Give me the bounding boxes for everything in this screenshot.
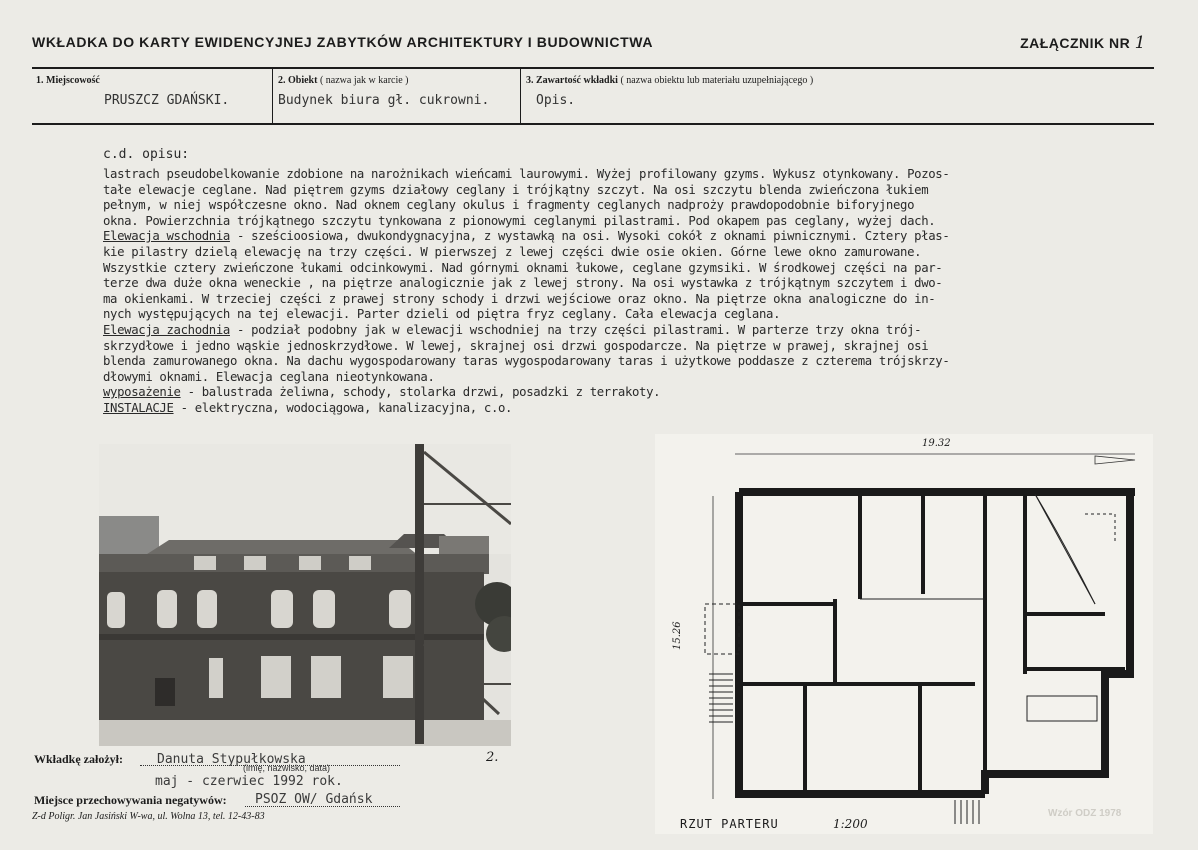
section-heading-east: Elewacja wschodnia (103, 229, 230, 244)
floor-plan-drawing (655, 434, 1153, 834)
object-value: Budynek biura gł. cukrowni. (278, 93, 490, 108)
description-fragment: - balustrada żeliwna, schody, stolarka drzwi, posadzki z terrakoty. (180, 385, 661, 400)
locality-value: PRUSZCZ GDAŃSKI. (104, 93, 230, 108)
object-hint: ( nazwa jak w karcie ) (319, 75, 409, 86)
description-line (103, 229, 1113, 245)
description-line: Wszystkie cztery zwieńczone łukami odcinkowymi. Nad górnymi oknami łukowe, ceglane gzymsiki. W środkowej części na par- (103, 260, 943, 275)
content-label (526, 75, 813, 86)
continuation-heading: c.d. opisu: (103, 147, 190, 162)
description-line (103, 323, 1113, 339)
building-photo-drawing (99, 444, 511, 746)
plan-width-dimension: 19.32 (922, 438, 951, 449)
date-value: maj - czerwiec 1992 rok. (155, 774, 343, 789)
description-fragment: - podział podobny jak w elewacji wschodniej na trzy części pilastrami. W parterze trzy okna trój- (229, 322, 922, 337)
locality-label: 1. Miejscowość (36, 75, 100, 86)
description-line: dłowymi oknami. Elewacja ceglana nieotynkowana. (103, 369, 435, 384)
description-line: skrzydłowe i jedno wąskie jednoskrzydłowe. W lewej, skrajnej osi drzwi gospodarcze. Na piętrze w prawej, skrajnej osi (103, 338, 929, 353)
description-fragment: - sześcioosiowa, dwukondygnacyjna, z wystawką na osi. Wysoki cokół z oknami piwnicznymi. Cztery płas- (229, 229, 950, 244)
building-photo (99, 444, 511, 746)
description-line: terze dwa duże okna weneckie , na piętrze analogicznie jak z lewej strony. Na osi wystawka z trójkątnym szczytem i dwo- (103, 276, 943, 291)
annex-label-text: ZAŁĄCZNIK NR (1020, 35, 1131, 51)
form-stamp: Wzór ODZ 1978 (1048, 808, 1122, 819)
object-label (278, 75, 409, 86)
description-text (103, 167, 1113, 417)
author-hint: (imię, nazwisko, data) (243, 763, 331, 773)
description-line (103, 401, 1113, 417)
header-top-rule (32, 67, 1154, 69)
description-fragment: - elektryczna, wodociągowa, kanalizacyjna, c.o. (173, 400, 513, 415)
description-line: okna. Powierzchnia trójkątnego szczytu tynkowana z pionowymi ceglanymi pilastrami. Pod okapem pas ceglany, wyżej dach. (103, 213, 936, 228)
description-line: ma okienkami. W trzeciej części z prawej strony schody i drzwi wejściowe oraz okno. Na piętrze okna analogiczne do in- (103, 291, 936, 306)
header-divider-2 (520, 69, 521, 123)
negatives-label: Miejsce przechowywania negatywów: (34, 793, 227, 807)
description-line: blenda zamurowanego okna. Na dachu wygospodarowany taras wygospodarowany taras i użytkowe poddasze z czterema trójskrzy- (103, 354, 950, 369)
description-line: nych występujących na tej elewacji. Parter dzieli od piętra fryz ceglany. Cała elewacja ceglana. (103, 307, 781, 322)
plan-scale: 1:200 (833, 817, 868, 831)
negatives-value: PSOZ OW/ Gdańsk (255, 792, 373, 807)
description-line: kie pilastry dzielą elewację na trzy części. W pierwszej z lewej części dwie osie okien. Górne lewe okno zamurowane. (103, 244, 922, 259)
page-title: WKŁADKA DO KARTY EWIDENCYJNEJ ZABYTKÓW ARCHITEKTURY I BUDOWNICTWA (32, 34, 654, 50)
floor-plan (655, 434, 1153, 834)
annex-label (1020, 33, 1146, 53)
content-value: Opis. (536, 93, 576, 108)
object-label-text: 2. Obiekt (278, 75, 318, 86)
description-line (103, 385, 1113, 401)
section-heading-equipment: wyposażenie (103, 385, 181, 400)
description-line: lastrach pseudobelkowanie zdobione na narożnikach wieńcami laurowymi. Wyżej profilowany gzyms. Wykusz otynkowany. Pozos- (103, 167, 950, 181)
section-heading-installations: INSTALACJE (103, 400, 174, 415)
header-bottom-rule (32, 123, 1154, 125)
plan-depth-dimension: 15.26 (672, 621, 683, 650)
header-divider-1 (272, 69, 273, 123)
plan-caption: RZUT PARTERU (680, 817, 779, 831)
printer-imprint: Z-d Poligr. Jan Jasiński W-wa, ul. Wolna 13, tel. 12-43-83 (32, 811, 265, 822)
description-line: tałe elewacje ceglane. Nad piętrem gzyms działowy ceglany i trójkątny szczyt. Na osi szczytu blenda zwieńczona łukiem (103, 182, 929, 197)
author-label: Wkładkę założył: (34, 752, 123, 766)
annex-number: 1 (1134, 33, 1146, 53)
description-line: pełnym, w niej współczesne okno. Nad oknem ceglany okulus i fragmenty ceglanych nadproży prawdopodobnie biforyjnego (103, 198, 915, 213)
content-label-text: 3. Zawartość wkładki (526, 75, 618, 86)
content-hint: ( nazwa obiektu lub materiału uzupełniającego ) (620, 75, 814, 86)
photo-number: 2. (486, 750, 499, 765)
section-heading-west: Elewacja zachodnia (103, 322, 230, 337)
author-value: Danuta Stypułkowska (157, 752, 306, 767)
